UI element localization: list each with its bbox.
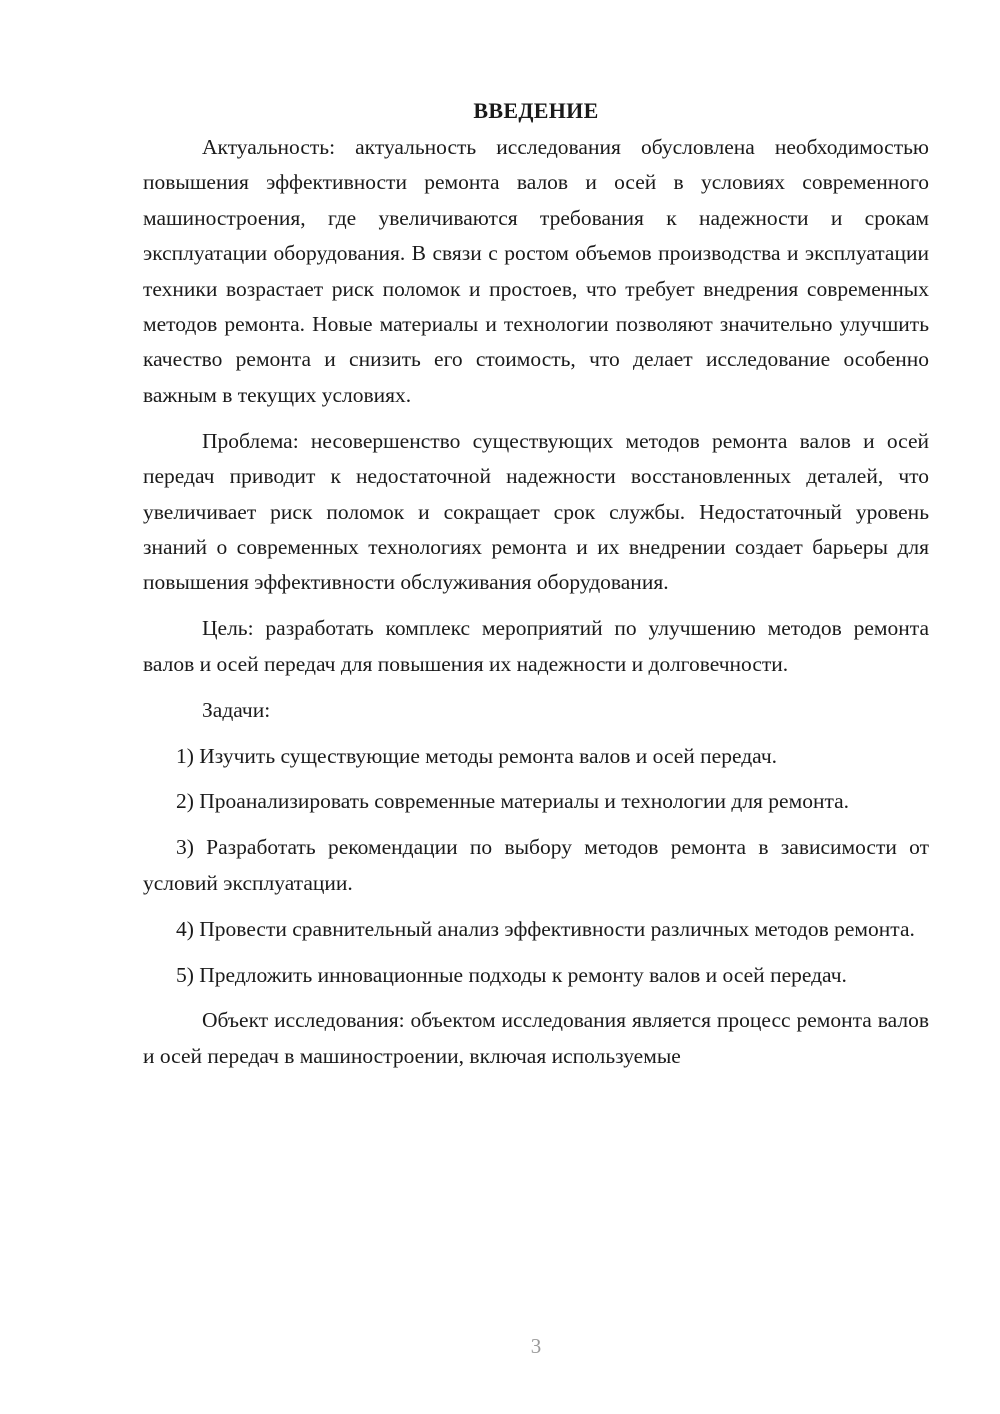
page-number: 3 <box>530 1334 542 1358</box>
relevance-paragraph: Актуальность: актуальность исследования обусловлена необходимостью повышения эффективности ремонта валов и осей в условиях современного машиностроения, где увеличиваются требования к надежности и срокам эксплуатации оборудования. В связи с ростом объемов производства и эксплуатации техники возрастает риск поломок и простоев, что требует внедрения современных методов ремонта. Новые материалы и технологии позволяют значительно улучшить качество ремонта и снизить его стоимость, что делает исследование особенно важным в текущих условиях. <box>143 135 929 407</box>
problem-paragraph: Проблема: несовершенство существующих методов ремонта валов и осей передач приводит к недостаточной надежности восстановленных деталей, что увеличивает риск поломок и сокращает срок службы. Недостаточный уровень знаний о современных технологиях ремонта и их внедрении создает барьеры для повышения эффективности обслуживания оборудования. <box>143 428 929 595</box>
tasks-heading: Задачи: <box>202 697 271 722</box>
task-item-4: 4) Провести сравнительный анализ эффективности различных методов ремонта. <box>176 916 915 941</box>
task-item-2: 2) Проанализировать современные материалы и технологии для ремонта. <box>176 789 850 814</box>
task-item-1: 1) Изучить существующие методы ремонта валов и осей передач. <box>176 743 778 768</box>
task-item-5: 5) Предложить инновационные подходы к ремонту валов и осей передач. <box>176 962 847 987</box>
goal-paragraph: Цель: разработать комплекс мероприятий по улучшению методов ремонта валов и осей передач для повышения их надежности и долговечности. <box>143 616 929 676</box>
page-content <box>143 96 929 1085</box>
object-paragraph: Объект исследования: объектом исследования является процесс ремонта валов и осей передач в машиностроении, включая используемые <box>143 1008 929 1068</box>
task-item-3: 3) Разработать рекомендации по выбору методов ремонта в зависимости от условий эксплуатации. <box>143 835 929 895</box>
section-title: ВВЕДЕНИЕ <box>473 98 599 123</box>
